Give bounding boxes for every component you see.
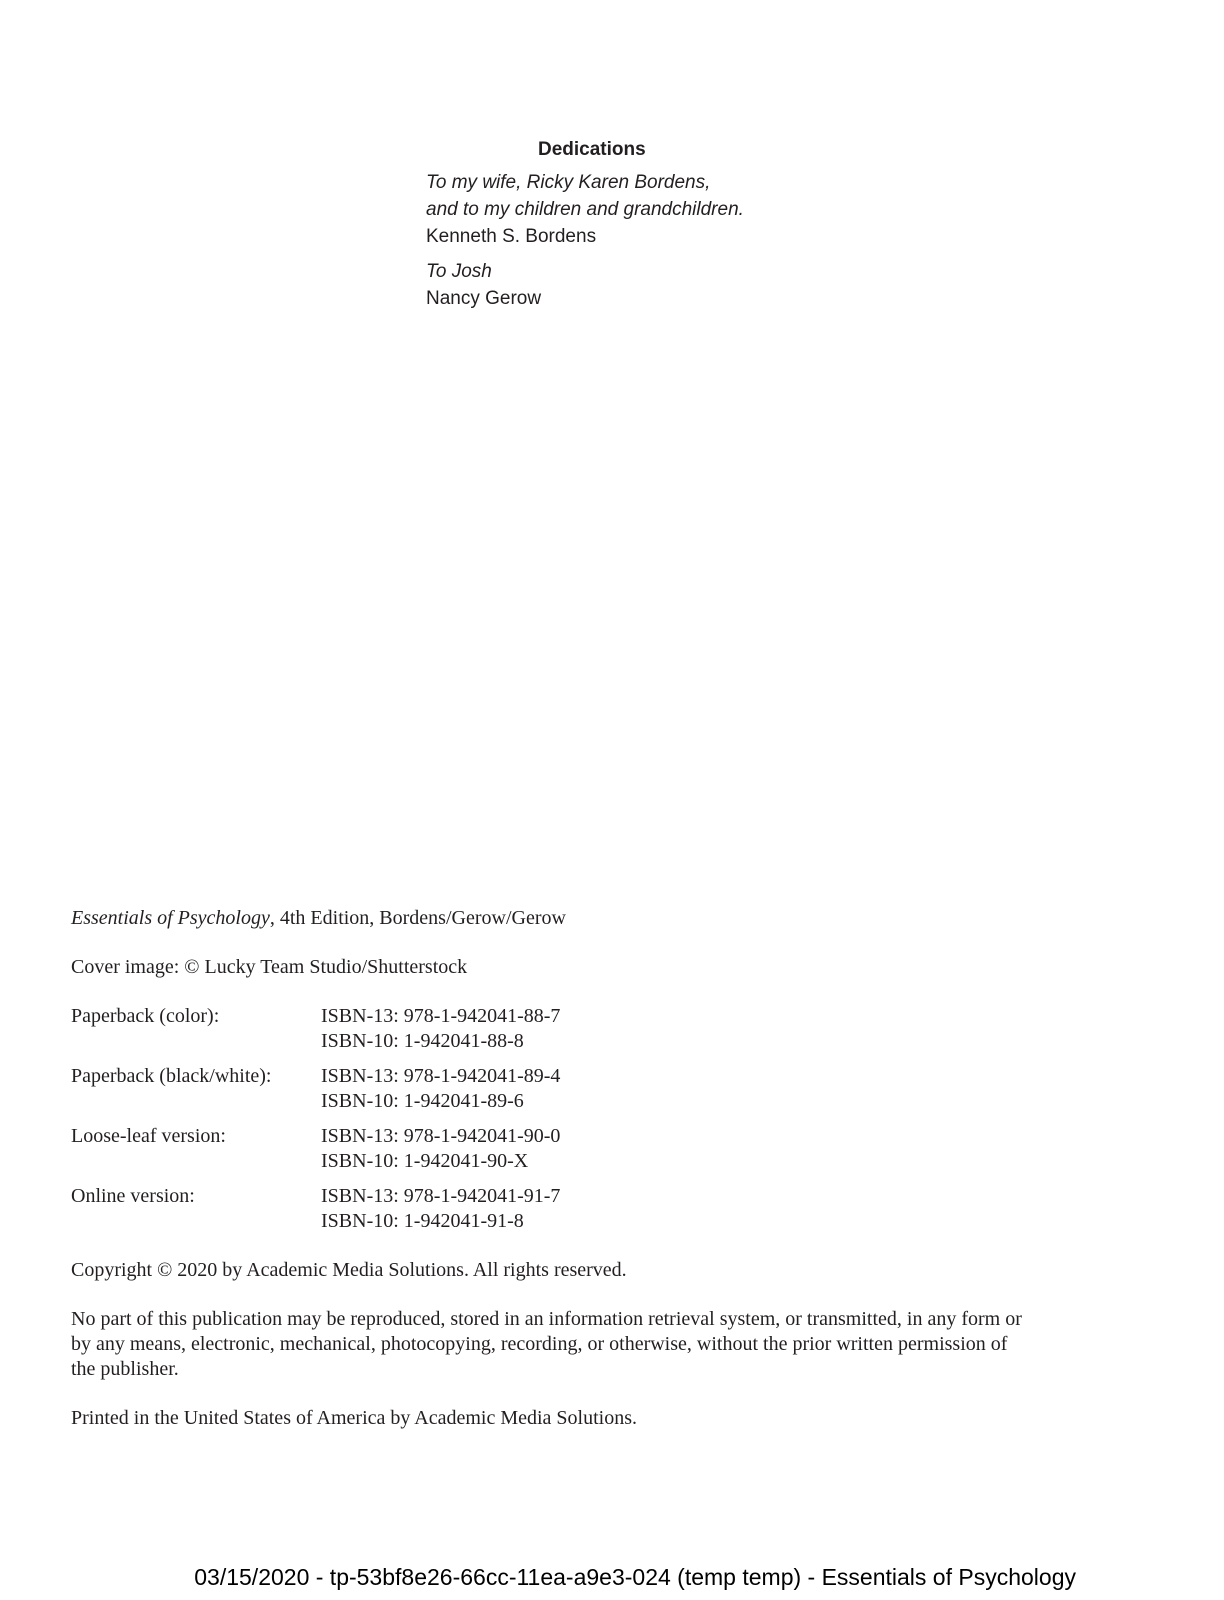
rights-line: by any means, electronic, mechanical, photocopying, recording, or otherwise, without the prior written permission of [71, 1333, 1008, 1355]
isbn-13: ISBN-13: 978-1-942041-91-7 [321, 1185, 561, 1207]
isbn-13: ISBN-13: 978-1-942041-89-4 [321, 1065, 561, 1087]
dedications-heading: Dedications [538, 139, 646, 160]
rights-paragraph [71, 1307, 1151, 1382]
edition-line [71, 906, 1151, 931]
copyright-notice: Copyright © 2020 by Academic Media Solutions. All rights reserved. [71, 1259, 627, 1281]
isbn-13: ISBN-13: 978-1-942041-88-7 [321, 1005, 561, 1027]
isbn-row [71, 1064, 1151, 1114]
cover-image-credit: Cover image: © Lucky Team Studio/Shutterstock [71, 956, 468, 978]
printed-notice: Printed in the United States of America by Academic Media Solutions. [71, 1407, 638, 1429]
isbn-row [71, 1004, 1151, 1054]
isbn-format-label: Online version: [71, 1185, 195, 1207]
book-title: Essentials of Psychology [71, 907, 270, 929]
dedications-section [426, 138, 846, 312]
dedication-author: Kenneth S. Bordens [426, 226, 597, 247]
isbn-format-label: Paperback (color): [71, 1005, 220, 1027]
isbn-10: ISBN-10: 1-942041-88-8 [321, 1030, 524, 1052]
isbn-10: ISBN-10: 1-942041-90-X [321, 1150, 529, 1172]
isbn-10: ISBN-10: 1-942041-89-6 [321, 1090, 524, 1112]
page-footer: 03/15/2020 - tp-53bf8e26-66cc-11ea-a9e3-024 (temp temp) - Essentials of Psychology [194, 1564, 1076, 1590]
copyright-section [71, 906, 1151, 1431]
dedication-line: and to my children and grandchildren. [426, 199, 744, 220]
rights-line: the publisher. [71, 1358, 179, 1380]
book-details: , 4th Edition, Bordens/Gerow/Gerow [269, 907, 566, 929]
isbn-13: ISBN-13: 978-1-942041-90-0 [321, 1125, 561, 1147]
isbn-table [71, 1004, 1151, 1234]
isbn-format-label: Paperback (black/white): [71, 1065, 272, 1087]
rights-line: No part of this publication may be reproduced, stored in an information retrieval system, or transmitted, in any form or [71, 1308, 1022, 1330]
dedication-line: To Josh [426, 261, 492, 282]
dedication-author: Nancy Gerow [426, 288, 542, 309]
isbn-format-label: Loose-leaf version: [71, 1125, 226, 1147]
isbn-row [71, 1124, 1151, 1174]
isbn-10: ISBN-10: 1-942041-91-8 [321, 1210, 524, 1232]
isbn-row [71, 1184, 1151, 1234]
dedication-line: To my wife, Ricky Karen Bordens, [426, 172, 711, 193]
